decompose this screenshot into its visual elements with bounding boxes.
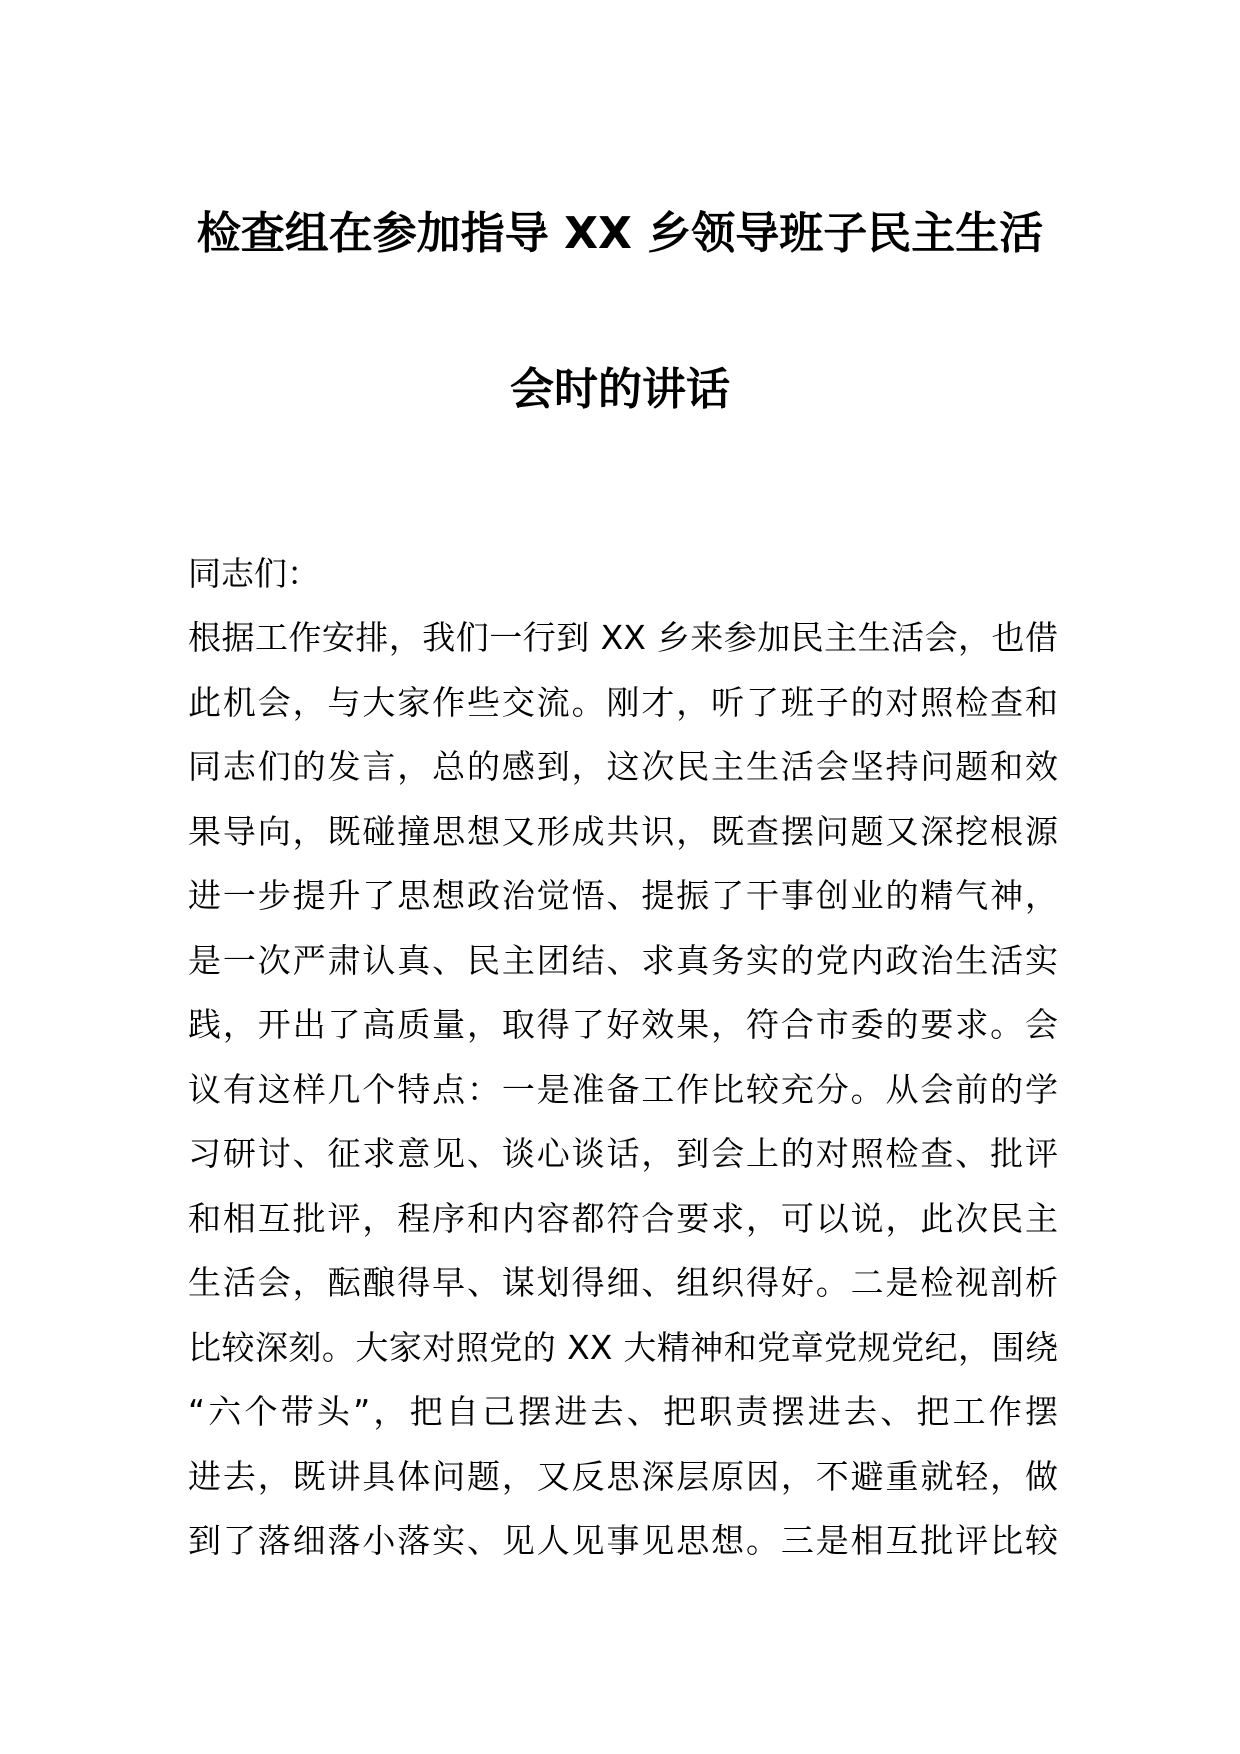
body-line-13: “六个带头”，把自己摆进去、把职责摆进去、把工作摆 — [188, 1392, 1058, 1431]
body-line-8: 议有这样几个特点：一是准备工作比较充分。从会前的学 — [188, 1069, 1058, 1109]
body-line-5: 进一步提升了思想政治觉悟、提振了干事创业的精气神， — [188, 876, 1058, 915]
speech-body — [188, 613, 1058, 1581]
body-line-3: 同志们的发言，总的感到，这次民主生活会坚持问题和效 — [188, 747, 1058, 786]
body-line-9: 习研讨、征求意见、谈心谈话，到会上的对照检查、批评 — [188, 1134, 1058, 1173]
body-line-10: 和相互批评，程序和内容都符合要求，可以说，此次民主 — [188, 1198, 1058, 1238]
document-title-line-1: 检查组在参加指导 XX 乡领导班子民主生活 — [196, 208, 1044, 259]
body-line-7: 践，开出了高质量，取得了好效果，符合市委的要求。会 — [188, 1005, 1058, 1044]
body-line-14: 进去，既讲具体问题，又反思深层原因，不避重就轻，做 — [188, 1456, 1058, 1496]
body-line-4: 果导向，既碰撞思想又形成共识，既查摆问题又深挖根源 — [188, 811, 1058, 851]
greeting: 同志们： — [188, 554, 320, 593]
body-line-11: 生活会，酝酿得早、谋划得细、组织得好。二是检视剖析 — [188, 1263, 1058, 1302]
body-line-2: 此机会，与大家作些交流。刚才，听了班子的对照检查和 — [188, 682, 1058, 722]
document-title-line-2: 会时的讲话 — [510, 364, 730, 415]
body-line-15: 到了落细落小落实、见人见事见思想。三是相互批评比较 — [188, 1521, 1058, 1560]
body-line-6: 是一次严肃认真、民主团结、求真务实的党内政治生活实 — [188, 940, 1058, 980]
body-line-12: 比较深刻。大家对照党的 XX 大精神和党章党规党纪，围绕 — [188, 1327, 1058, 1367]
body-line-1: 根据工作安排，我们一行到 XX 乡来参加民主生活会，也借 — [188, 618, 1058, 657]
